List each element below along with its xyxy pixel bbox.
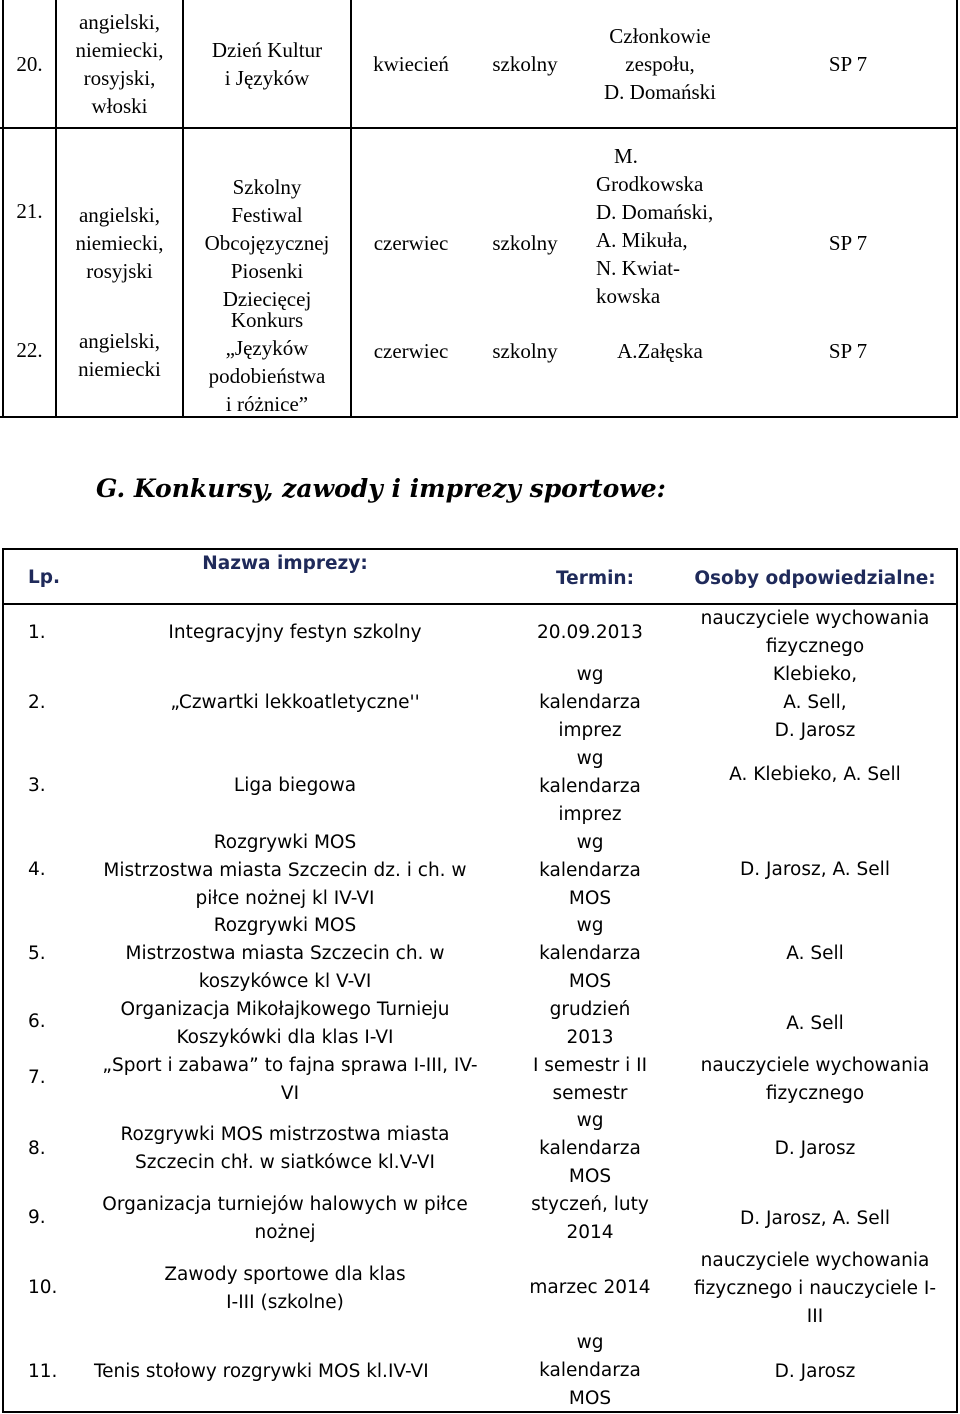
term-cell: 20.09.2013 — [537, 622, 643, 643]
table-border — [2, 548, 4, 1413]
place-cell: SP 7 — [828, 231, 868, 255]
event-name-cell: Organizacja turniejów halowych w piłce nożnej — [102, 1194, 468, 1243]
persons-cell: A. Sell — [786, 943, 844, 964]
languages-cell: angielski, niemiecki, rosyjski — [75, 203, 164, 283]
event-name-cell: Rozgrywki MOS Mistrzostwa miasta Szczecin ch. w koszykówce kl V-VI — [125, 915, 445, 992]
persons-cell: nauczyciele wychowania fizycznego — [700, 1055, 930, 1104]
header-term: Termin: — [555, 567, 635, 589]
level-cell: szkolny — [492, 51, 558, 76]
table-border — [0, 127, 958, 129]
event-name-cell: Tenis stołowy rozgrywki MOS kl.IV-VI — [94, 1361, 429, 1382]
languages-cell: angielski, niemiecki — [78, 329, 161, 381]
row-number: 1. — [28, 622, 46, 643]
term-cell: wg kalendarza MOS — [539, 1332, 641, 1409]
term-cell: I semestr i II semestr — [532, 1055, 648, 1104]
level-cell: szkolny — [492, 339, 558, 363]
row-number: 7. — [28, 1067, 46, 1088]
term-cell: wg kalendarza MOS — [539, 1110, 641, 1187]
row-number: 6. — [28, 1011, 46, 1032]
place-cell: SP 7 — [828, 51, 868, 76]
table-border — [956, 0, 958, 418]
term-cell: czerwiec — [373, 231, 449, 255]
term-cell: wg kalendarza imprez — [539, 748, 641, 825]
table-border — [0, 416, 958, 418]
header-persons: Osoby odpowiedzialne: — [694, 567, 936, 589]
header-lp: Lp. — [27, 566, 61, 588]
row-number: 3. — [28, 775, 46, 796]
event-name-cell: Zawody sportowe dla klas I-III (szkolne) — [164, 1264, 406, 1313]
persons-cell: nauczyciele wychowania fizycznego i nauczyciele I- III — [693, 1250, 937, 1327]
table-border — [2, 548, 958, 550]
persons-cell: Członkowie zespołu, D. Domański — [604, 23, 716, 104]
term-cell: styczeń, luty 2014 — [531, 1194, 649, 1243]
table-border — [2, 1411, 958, 1413]
persons-cell: D. Jarosz — [774, 1361, 856, 1382]
event-name-cell: Konkurs „Języków podobieństwa i różnice” — [208, 308, 326, 416]
event-name-cell: Szkolny Festiwal Obcojęzycznej Piosenki Dziecięcej — [204, 175, 330, 311]
term-cell: wg kalendarza MOS — [539, 915, 641, 992]
persons-cell: D. Jarosz, A. Sell — [740, 859, 890, 880]
row-number: 10. — [28, 1277, 58, 1298]
event-name-cell: Rozgrywki MOS Mistrzostwa miasta Szczecin dz. i ch. w piłce nożnej kl IV-VI — [103, 832, 467, 909]
event-name-cell: Dzień Kultur i Języków — [211, 37, 323, 90]
place-cell: SP 7 — [828, 339, 868, 363]
row-number: 5. — [28, 943, 46, 964]
event-name-cell: „Sport i zabawa” to fajna sprawa I-III, IV- VI — [102, 1055, 478, 1104]
term-cell: wg kalendarza MOS — [539, 832, 641, 909]
term-cell: czerwiec — [373, 339, 449, 363]
section-title: G. Konkursy, zawody i imprezy sportowe: — [96, 474, 666, 503]
row-number: 8. — [28, 1138, 46, 1159]
term-cell: wg kalendarza imprez — [539, 664, 641, 741]
event-name-cell: Rozgrywki MOS mistrzostwa miasta Szczecin chł. w siatkówce kl.V-VI — [120, 1124, 450, 1173]
languages-cell: angielski, niemiecki, rosyjski, włoski — [75, 9, 164, 118]
row-number: 20. — [16, 51, 43, 76]
event-name-cell: Integracyjny festyn szkolny — [168, 622, 422, 643]
row-number: 21. — [16, 199, 43, 223]
persons-cell: A.Załęska — [617, 339, 703, 363]
event-name-cell: Organizacja Mikołajkowego Turnieju Koszykówki dla klas I-VI — [120, 999, 450, 1048]
persons-cell: D. Jarosz, A. Sell — [740, 1208, 890, 1229]
row-number: 2. — [28, 692, 46, 713]
term-cell: marzec 2014 — [529, 1277, 651, 1298]
persons-cell: nauczyciele wychowania fizycznego — [700, 608, 930, 657]
event-name-cell: „Czwartki lekkoatletyczne'' — [170, 692, 420, 713]
row-number: 4. — [28, 859, 46, 880]
event-name-cell: Liga biegowa — [233, 775, 357, 796]
header-name: Nazwa imprezy: — [202, 552, 368, 574]
row-number: 11. — [28, 1361, 58, 1382]
persons-cell: Klebieko, A. Sell, D. Jarosz — [772, 664, 858, 741]
persons-cell: A. Sell — [786, 1013, 844, 1034]
persons-cell: D. Jarosz — [774, 1138, 856, 1159]
row-number: 9. — [28, 1207, 46, 1228]
table-border — [956, 548, 958, 1413]
term-cell: kwiecień — [373, 51, 449, 76]
persons-cell: A. Klebieko, A. Sell — [729, 764, 901, 785]
term-cell: grudzień 2013 — [549, 999, 631, 1048]
row-number: 22. — [16, 338, 43, 362]
level-cell: szkolny — [492, 231, 558, 255]
persons-cell: M. Grodkowska D. Domański, A. Mikuła, N. Kwiat- kowska — [596, 144, 714, 308]
